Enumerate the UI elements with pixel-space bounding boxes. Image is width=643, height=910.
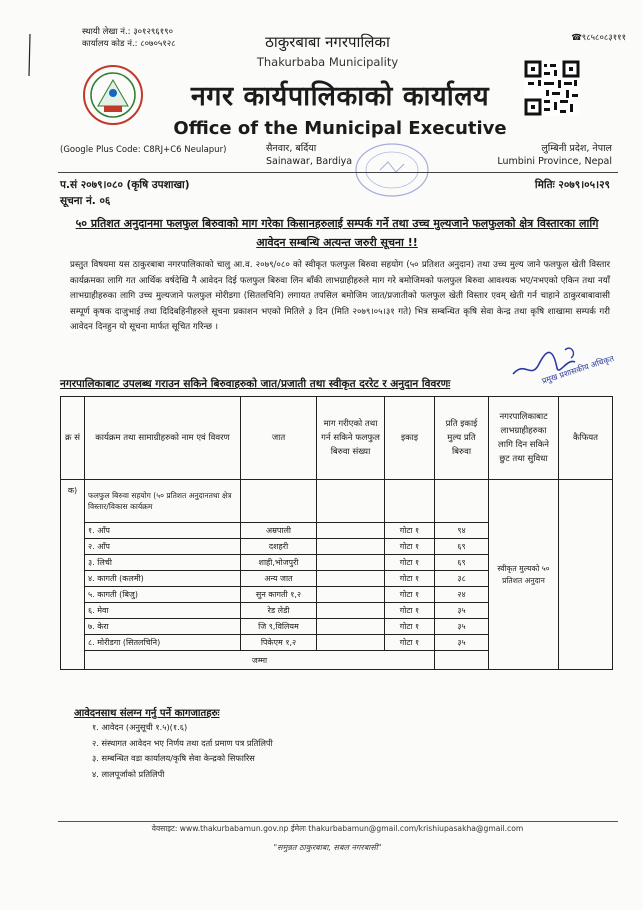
group-sn: क) — [61, 480, 85, 670]
item-price: ३५ — [435, 603, 489, 619]
nepal-emblem-icon — [80, 62, 146, 128]
item-price: ३५ — [435, 635, 489, 651]
letter-date: मितिः २०७९।०५।२९ — [534, 179, 610, 191]
item-variety: जि ९,विलियम — [241, 619, 317, 635]
list-item: ३. सम्बन्धित वडा कार्यालय/कृषि सेवा केन्द्रको सिफारिस — [92, 753, 255, 763]
item-unit: गोटा १ — [385, 555, 435, 571]
pan-number: स्थायी लेखा नं.: ३०१२९६१९० — [82, 27, 173, 37]
item-unit: गोटा १ — [385, 635, 435, 651]
header-price: प्रति इकाई मुल्य प्रति बिरुवा — [435, 397, 489, 480]
address-nepali: सैनवार, बर्दिया — [266, 143, 317, 154]
remarks-cell — [559, 480, 613, 670]
google-plus-code: (Google Plus Code: C8RJ+C6 Neulapur) — [60, 145, 227, 155]
province-english: Lumbini Province, Nepal — [497, 156, 612, 167]
table-heading: नगरपालिकाबाट उपलब्ध गराउन सकिने बिरुवाहरुको जात/प्रजाती तथा स्वीकृत दररेट र अनुदान विवरणः — [60, 378, 451, 390]
item-unit: गोटा १ — [385, 587, 435, 603]
header-unit: इकाइ — [385, 397, 435, 480]
list-item: १. आवेदन (अनुसूची १.५)(१.६) — [92, 722, 188, 732]
facility-cell: स्वीकृत मुल्यको ५० प्रतिशत अनुदान — [489, 480, 559, 670]
reference-number: प.सं २०७९।०८० (कृषि उपशाखा) — [60, 179, 190, 191]
item-name: ७. केरा — [85, 619, 241, 635]
documents-heading: आवेदनसाथ संलग्न गर्नु पर्ने कागजातहरुः — [74, 708, 220, 719]
items-table — [60, 396, 613, 670]
footer-motto: "समुन्नत ठाकुरबाबा, सबल नगरबासी" — [273, 843, 382, 852]
item-variety: शाही,भोजपुरी — [241, 555, 317, 571]
item-name: १. आँप — [85, 523, 241, 539]
total-label: जम्मा — [85, 651, 435, 670]
item-name: ४. कागती (कलमी) — [85, 571, 241, 587]
header-divider — [58, 172, 618, 173]
qr-code-icon — [524, 60, 580, 116]
signatory-title: प्रमुख प्रशासकीय अधिकृत — [540, 353, 616, 386]
item-unit: गोटा १ — [385, 603, 435, 619]
header-facility: नगरपालिकाबाट लाभग्राहीहरुका लागि दिन सकिने छुट तथा सुविधा — [489, 397, 559, 480]
phone-number: ☎९८५८०८३१११ — [571, 33, 626, 43]
office-name-english: Thakurbaba Municipality — [256, 55, 399, 69]
item-name: २. आँप — [85, 539, 241, 555]
group-title: फलफुल बिरुवा सहयोग (५० प्रतिशत अनुदानतथा क्षेत्र विस्तार/विकास कार्यक्रम — [85, 480, 241, 523]
notice-number: सूचना नं. ०६ — [60, 195, 111, 207]
margin-pen-mark — [28, 34, 32, 76]
item-name: ३. लिची — [85, 555, 241, 571]
item-name: ६. मेवा — [85, 603, 241, 619]
item-unit: गोटा १ — [385, 539, 435, 555]
list-item: ४. लालपूर्जाको प्रतिलिपी — [92, 768, 165, 779]
notice-body: प्रस्तुत विषयमा यस ठाकुरबाबा नगरपालिकाको चालु आ.व. २०७९/०८० को स्वीकृत फलफुल बिरुवा सहयोग (५० प्रतिशत अनुदान) तथा उच्च मुल्य जाने फलफुल खेती विस्तार कार्यक्रमका लागि गत आर्थिक वर्षदेखि नै आवेदन दिई फलफुल बिरुवा लिन बाँकी लाभग्राहीहरुले माग गरे बमोजिमको फलफुल बिरुवा आवश्यक भए/नभएको एकिन तथा नयाँ लाभग्राहीहरुका लागि उच्च मुल्यजाने फलफुल मोरीडगा (सितलचिनि) लगायत तपसिल बमोजिम जात/प्रजातीको फलफुल खेती विस्तार एवम् खेती गर्न चाहाने ठाकुरबाबावासी सम्पूर्ण कृषक दाजुभाई तथा दिदिबहिनीहरुले सूचना प्रकाशन भएको मितिले ३ दिन (मिति २०७९।०५।३१ गते) भित्र सम्बन्धित कृषि सेवा केन्द्र तथा कृषि शाखामा सम्पर्क गरी आवेदन दिनहुन यो सूचना मार्फत सूचित गरिन्छ । — [70, 260, 610, 332]
item-name: ८. मोरीडगा (सितलचिनि) — [85, 635, 241, 651]
item-variety: पिकेएम १,२ — [241, 635, 317, 651]
header-variety: जात — [241, 397, 317, 480]
item-variety: रेड लेडी — [241, 603, 317, 619]
footer-contact: वेवसाइट: www.thakurbabamun.gov.np ईमेलः thakurbabamun@gmail.com/krishiupasakha@gmail.com — [151, 824, 524, 833]
item-variety: अन्य जात — [241, 571, 317, 587]
item-unit: गोटा १ — [385, 571, 435, 587]
item-price: ३५ — [435, 619, 489, 635]
item-price: २४ — [435, 587, 489, 603]
item-price: ३८ — [435, 571, 489, 587]
item-price: ६९ — [435, 555, 489, 571]
item-variety: सुन कागती १,२ — [241, 587, 317, 603]
office-name-nepali: ठाकुरबाबा नगरपालिका — [265, 33, 390, 51]
header-left-block — [82, 26, 212, 50]
office-code: कार्यालय कोड नं.: ८०७०५१२८ — [82, 39, 176, 49]
table-group-row — [61, 480, 613, 523]
office-title-english: Office of the Municipal Executive — [173, 118, 507, 139]
item-unit: गोटा १ — [385, 523, 435, 539]
item-price: ९४ — [435, 523, 489, 539]
office-stamp-icon — [352, 140, 432, 200]
item-unit: गोटा १ — [385, 619, 435, 635]
list-item: २. संस्थागत आवेदन भए निर्णय तथा दर्ता प्रमाण पत्र प्रतिलिपी — [92, 737, 273, 748]
province-nepali: लुम्बिनी प्रदेश, नेपाल — [541, 143, 612, 154]
province-block — [462, 142, 612, 168]
item-variety: दशहरी — [241, 539, 317, 555]
table-header-row — [61, 397, 613, 480]
item-name: ५. कागती (बिजु) — [85, 587, 241, 603]
item-price: ६९ — [435, 539, 489, 555]
notice-subject: ५० प्रतिशत अनुदानमा फलफुल बिरुवाको माग गरेका किसानहरुलाई सम्पर्क गर्ने तथा उच्च मुल्यजाने फलफुलको क्षेत्र विस्तारका लागि आवेदन सम्बन्धि अत्यन्त जरुरी सूचना !! — [75, 217, 599, 249]
header-remarks: कैफियत — [559, 397, 613, 480]
office-title-nepali: नगर कार्यपालिकाको कार्यालय — [190, 81, 490, 112]
address-english: Sainawar, Bardiya — [266, 156, 353, 167]
item-variety: अम्रपाली — [241, 523, 317, 539]
documents-list — [92, 720, 452, 782]
header-program: कार्यक्रम तथा सामाग्रीहरुको नाम एवं विवरण — [85, 397, 241, 480]
footer-divider — [58, 821, 618, 822]
header-sn: क्र सं — [61, 397, 85, 480]
header-quantity: माग गरीएको तथा गर्न सकिने फलफुल बिरुवा संख्या — [317, 397, 385, 480]
